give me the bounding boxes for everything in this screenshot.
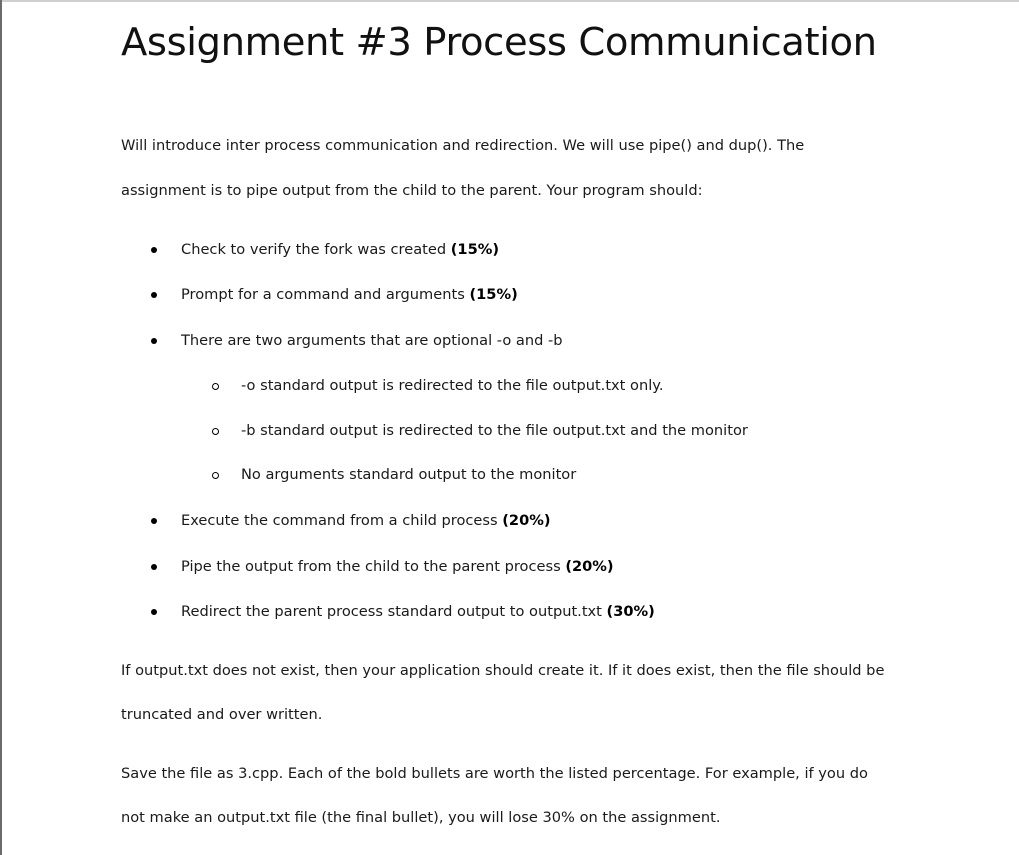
bullet-icon [148,602,160,622]
sub-item-o-option: -o standard output is redirected to the file output.txt only. [241,377,664,394]
bullet-icon [148,511,160,531]
bullet-item-fork-check [181,240,499,260]
bullet-text: Prompt for a command and arguments [181,286,470,303]
bullet-text: Redirect the parent process standard output to output.txt [181,603,607,620]
bullet-text: Pipe the output from the child to the parent process [181,558,566,575]
bullet-icon [148,557,160,577]
para-output-line-1: If output.txt does not exist, then your application should create it. If it does exist, then the file should be [121,662,885,679]
bullet-weight: (20%) [502,512,551,529]
document-title: Assignment #3 Process Communication [121,20,877,65]
sub-bullet-icon [209,376,223,396]
para-save-line-1: Save the file as 3.cpp. Each of the bold bullets are worth the listed percentage. For example, if you do [121,765,868,782]
sub-bullet-icon [209,421,223,441]
bullet-weight: (15%) [469,286,518,303]
bullet-icon [148,285,160,305]
intro-line-1: Will introduce inter process communication and redirection. We will use pipe() and dup(). The [121,137,805,154]
bullet-icon [148,331,160,351]
sub-item-b-option: -b standard output is redirected to the file output.txt and the monitor [241,422,748,439]
para-save-line-2: not make an output.txt file (the final bullet), you will lose 30% on the assignment. [121,809,721,826]
bullet-item-execute [181,511,551,531]
bullet-item-pipe [181,557,614,577]
sub-bullet-icon [209,465,223,485]
para-output-line-2: truncated and over written. [121,706,323,723]
bullet-icon [148,240,160,260]
bullet-weight: (30%) [606,603,655,620]
bullet-weight: (20%) [565,558,614,575]
bullet-weight: (15%) [450,241,500,258]
bullet-text: Check to verify the fork was created [181,241,451,258]
sub-item-no-args: No arguments standard output to the monitor [241,466,577,483]
bullet-text: Execute the command from a child process [181,512,503,529]
bullet-item-optional-args [181,331,563,351]
bullet-item-prompt [181,285,518,305]
intro-line-2: assignment is to pipe output from the child to the parent. Your program should: [121,182,703,199]
bullet-item-redirect [181,602,655,622]
bullet-text: There are two arguments that are optional -o and -b [181,332,563,349]
